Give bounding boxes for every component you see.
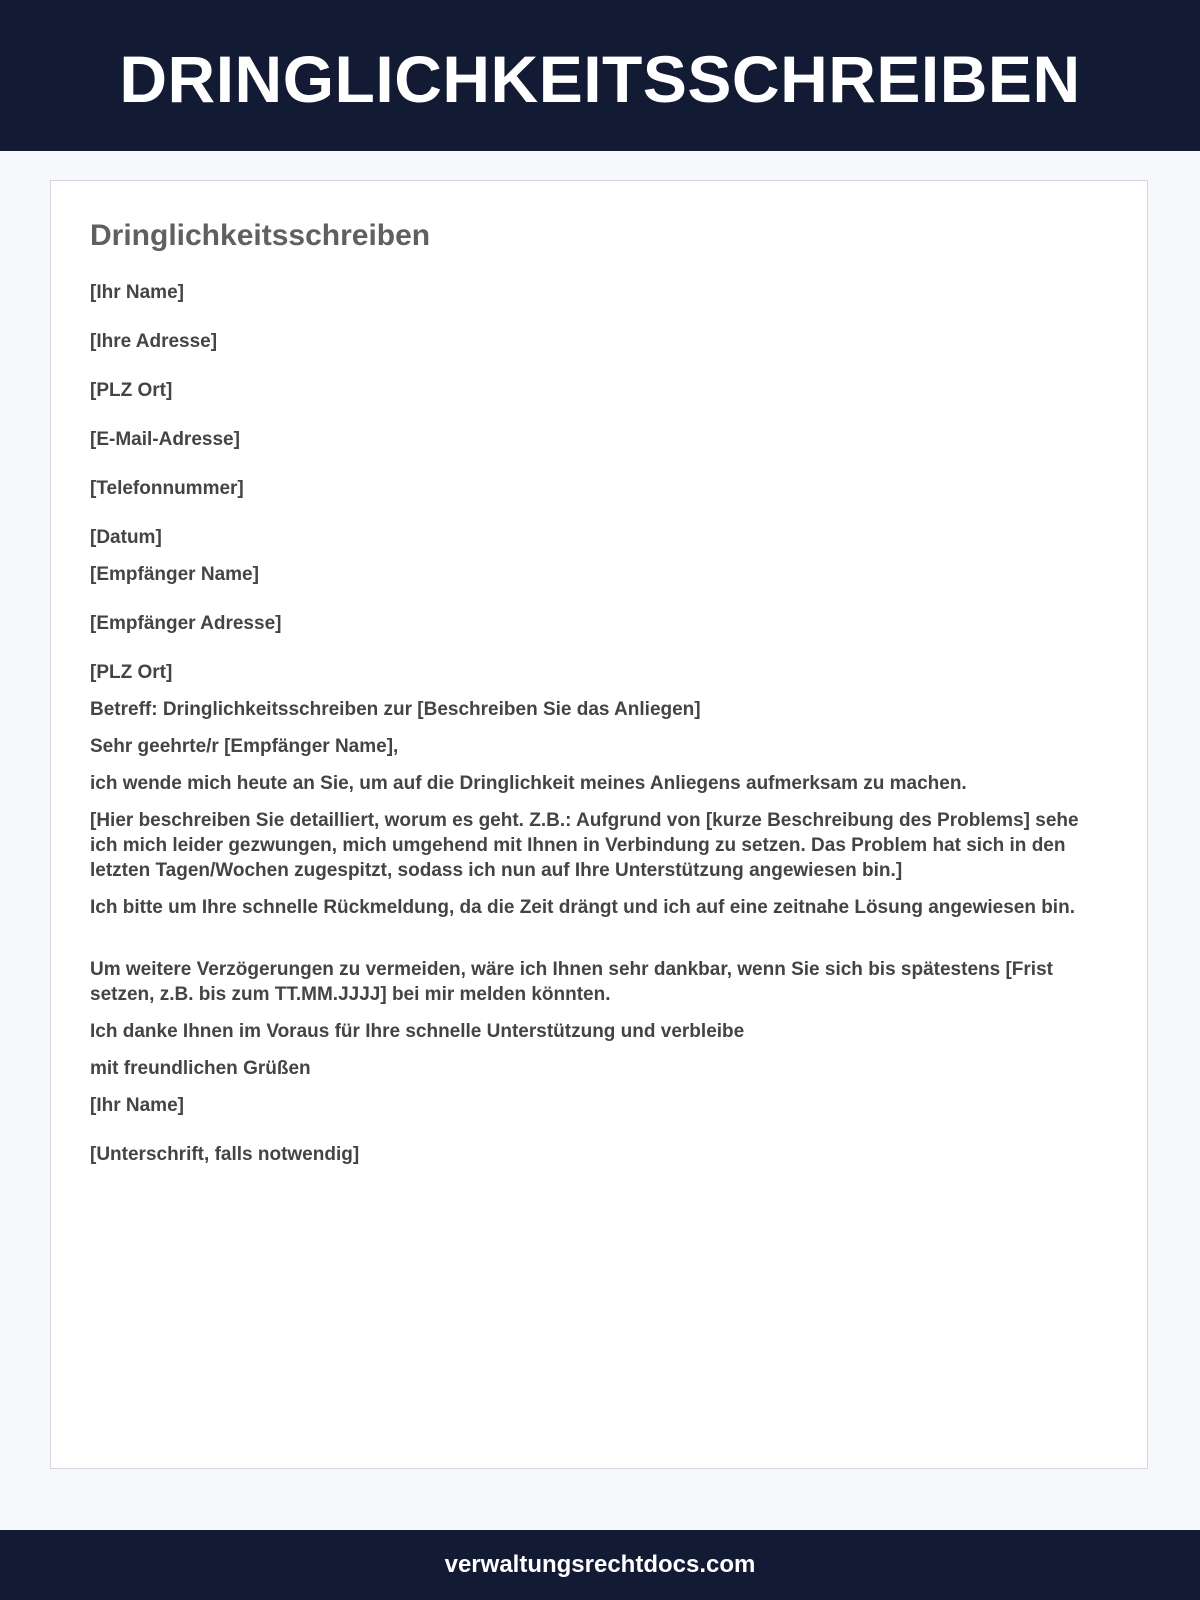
banner-title: DRINGLICHKEITSSCHREIBEN	[119, 41, 1081, 116]
subject-line: Betreff: Dringlichkeitsschreiben zur [Beschreiben Sie das Anliegen]	[90, 699, 701, 720]
document-heading: Dringlichkeitsschreiben	[90, 219, 431, 252]
body-paragraph: ich wende mich heute an Sie, um auf die Dringlichkeit meines Anliegens aufmerksam zu machen.	[90, 773, 967, 794]
body-paragraph: [Hier beschreiben Sie detailliert, worum es geht. Z.B.: Aufgrund von [kurze Beschreibung des Problems] sehe ich mich leider gezwungen, mich umgehend mit Ihnen in Verbindung zu setzen. Das Problem hat sich in den letzten Tagen/Wochen zugespitzt, sodass ich nun auf Ihre Unterstützung angewiesen bin.]	[90, 810, 1079, 881]
body-paragraph: Um weitere Verzögerungen zu vermeiden, wäre ich Ihnen sehr dankbar, wenn Sie sich bis spätestens [Frist setzen, z.B. bis zum TT.MM.JJJJ] bei mir melden könnten.	[90, 959, 1053, 1005]
recipient-name: [Empfänger Name]	[90, 564, 259, 585]
signature-name: [Ihr Name]	[90, 1095, 184, 1116]
footer-bar	[0, 1530, 1200, 1600]
closing: mit freundlichen Grüßen	[90, 1058, 311, 1079]
sender-email: [E-Mail-Adresse]	[90, 429, 240, 450]
letter-date: [Datum]	[90, 527, 162, 548]
signature-note: [Unterschrift, falls notwendig]	[90, 1144, 360, 1165]
recipient-address: [Empfänger Adresse]	[90, 613, 282, 634]
body-paragraph: Ich bitte um Ihre schnelle Rückmeldung, da die Zeit drängt und ich auf eine zeitnahe Lösung angewiesen bin.	[90, 897, 1075, 918]
body-paragraph: Ich danke Ihnen im Voraus für Ihre schnelle Unterstützung und verbleibe	[90, 1021, 745, 1042]
sender-name: [Ihr Name]	[90, 282, 184, 303]
recipient-city: [PLZ Ort]	[90, 662, 173, 683]
sender-phone: [Telefonnummer]	[90, 478, 244, 499]
footer-site: verwaltungsrechtdocs.com	[444, 1551, 756, 1578]
top-banner	[0, 0, 1200, 151]
sender-address: [Ihre Adresse]	[90, 331, 218, 352]
salutation: Sehr geehrte/r [Empfänger Name],	[90, 736, 399, 757]
sender-city: [PLZ Ort]	[90, 380, 173, 401]
